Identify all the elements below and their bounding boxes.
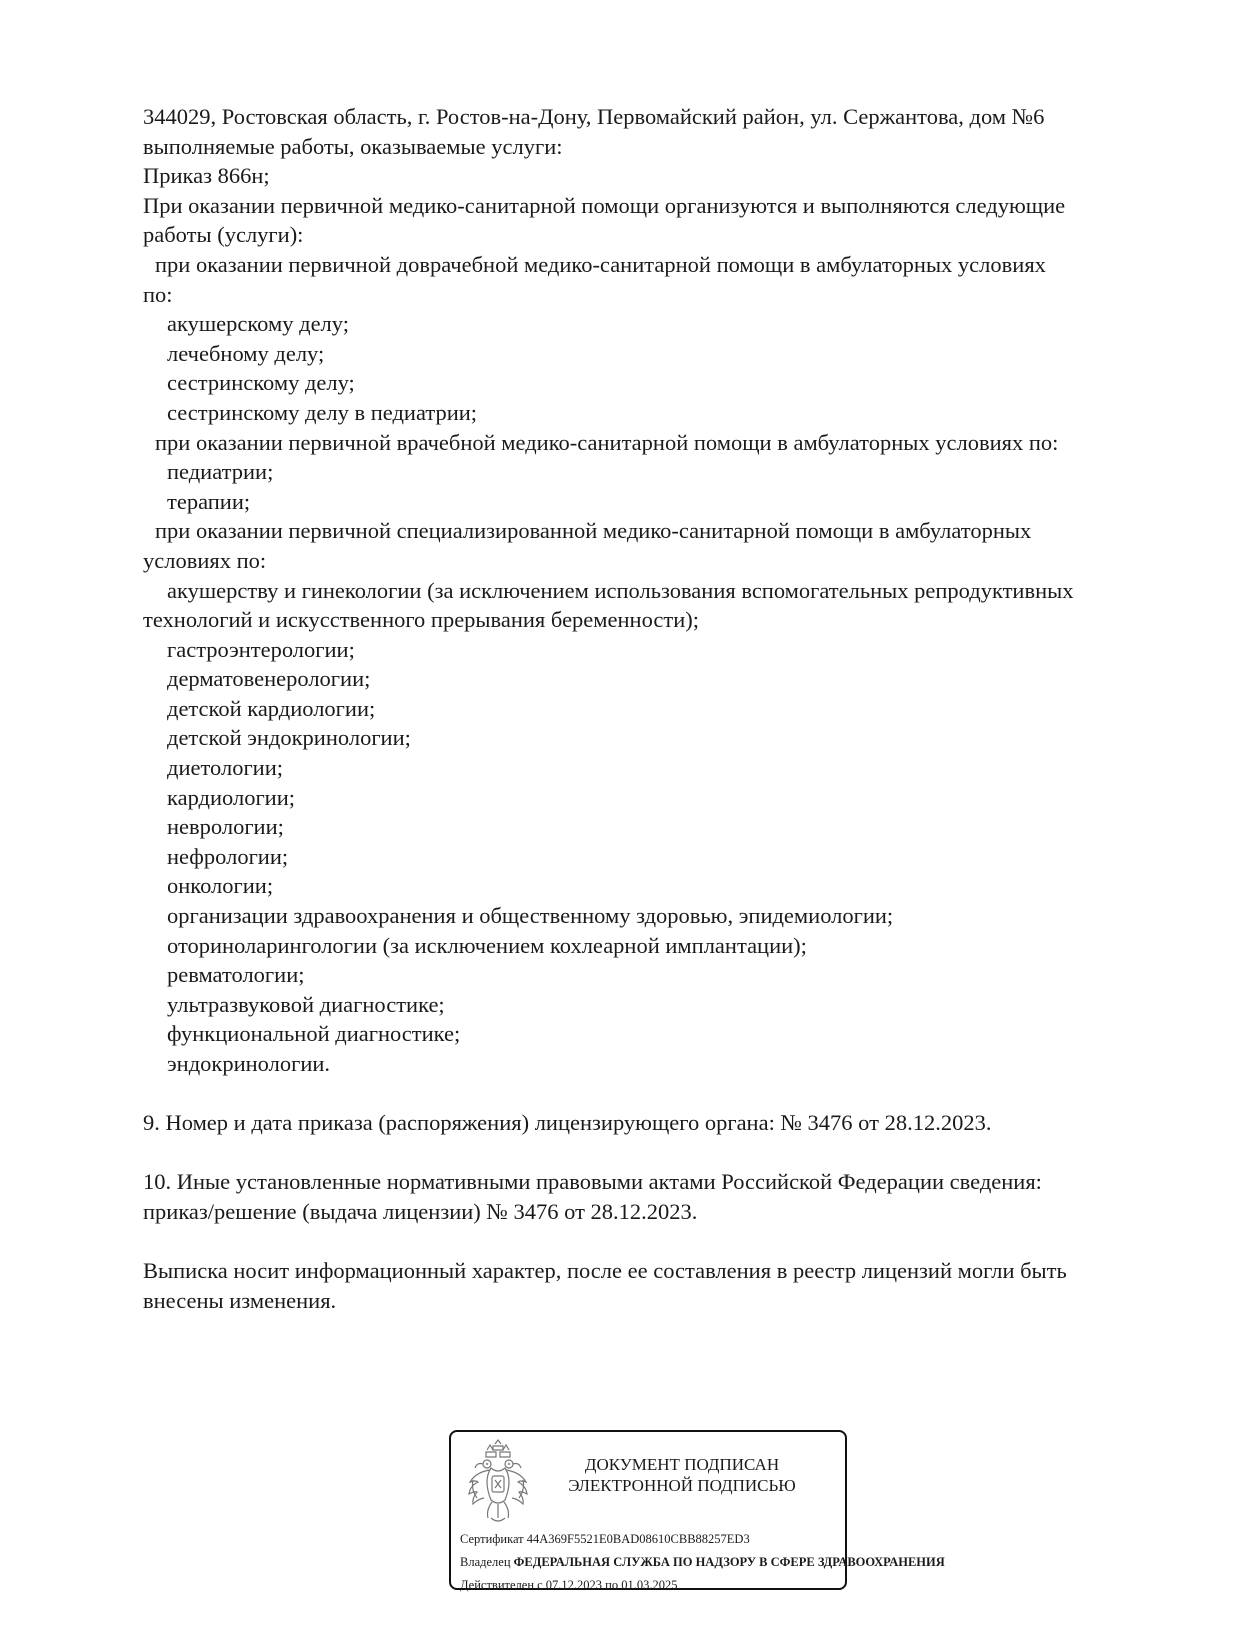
stamp-title-line-1: ДОКУМЕНТ ПОДПИСАН bbox=[584, 1455, 780, 1474]
list-item: детской эндокринологии; bbox=[167, 725, 411, 751]
stamp-title-line-2: ЭЛЕКТРОННОЙ ПОДПИСЬЮ bbox=[568, 1476, 796, 1495]
list-item: сестринскому делу в педиатрии; bbox=[167, 399, 478, 425]
item-10-line-2: приказ/решение (выдача лицензии) № 3476 от 28.12.2023. bbox=[143, 1198, 698, 1224]
list-item: ревматологии; bbox=[167, 962, 305, 988]
list-item: неврологии; bbox=[167, 814, 284, 840]
list-item: лечебному делу; bbox=[167, 340, 325, 366]
works-label: выполняемые работы, оказываемые услуги: bbox=[143, 133, 563, 159]
owner-label: Владелец bbox=[460, 1555, 511, 1569]
list-item: организации здравоохранения и общественному здоровью, эпидемиологии; bbox=[167, 903, 894, 929]
item-9: 9. Номер и дата приказа (распоряжения) лицензирующего органа: № 3476 от 28.12.2023. bbox=[143, 1110, 992, 1136]
note-line-2: внесены изменения. bbox=[143, 1287, 337, 1313]
section-c-heading-1: при оказании первичной специализированной медико-санитарной помощи в амбулаторных bbox=[155, 518, 1032, 544]
note-line-1: Выписка носит информационный характер, после ее составления в реестр лицензий могли быть bbox=[143, 1258, 1067, 1284]
validity-line: Действителен с 07.12.2023 по 01.03.2025 bbox=[460, 1578, 678, 1592]
list-item: дерматовенерологии; bbox=[167, 666, 371, 692]
document-body bbox=[143, 102, 1153, 1315]
list-item: терапии; bbox=[167, 488, 251, 514]
list-item: детской кардиологии; bbox=[167, 695, 376, 721]
owner-line bbox=[460, 1555, 945, 1570]
list-item: нефрологии; bbox=[167, 843, 289, 869]
section-a-heading-1: при оказании первичной доврачебной медико-санитарной помощи в амбулаторных условиях bbox=[155, 251, 1046, 277]
order-line: Приказ 866н; bbox=[143, 163, 270, 189]
double-headed-eagle-emblem-icon bbox=[465, 1440, 531, 1526]
list-item: диетологии; bbox=[167, 755, 284, 781]
spacer bbox=[143, 1079, 1153, 1109]
list-item: оториноларингологии (за исключением кохлеарной имплантации); bbox=[167, 932, 807, 958]
list-item: онкологии; bbox=[167, 873, 274, 899]
intro-line-2: работы (услуги): bbox=[143, 222, 304, 248]
certificate-value: 44A369F5521E0BAD08610CBB88257ED3 bbox=[526, 1532, 750, 1546]
list-item: акушерству и гинекологии (за исключением использования вспомогательных репродуктивных bbox=[167, 577, 1074, 603]
list-item: эндокринологии. bbox=[167, 1051, 331, 1076]
certificate-label: Сертификат bbox=[460, 1532, 524, 1546]
stamp-title bbox=[547, 1454, 817, 1496]
owner-value: ФЕДЕРАЛЬНАЯ СЛУЖБА ПО НАДЗОРУ В СФЕРЕ ЗДРАВООХРАНЕНИЯ bbox=[513, 1555, 945, 1569]
section-b-heading: при оказании первичной врачебной медико-санитарной помощи в амбулаторных условиях по: bbox=[155, 429, 1059, 455]
list-item: педиатрии; bbox=[167, 459, 274, 485]
list-item-continuation: технологий и искусственного прерывания беременности); bbox=[143, 607, 700, 633]
list-item: кардиологии; bbox=[167, 784, 296, 810]
certificate-line bbox=[460, 1532, 750, 1547]
address-line: 344029, Ростовская область, г. Ростов-на-Дону, Первомайский район, ул. Сержантова, дом №6 bbox=[143, 104, 1045, 129]
list-item: функциональной диагностике; bbox=[167, 1021, 461, 1047]
list-item: сестринскому делу; bbox=[167, 370, 355, 396]
spacer bbox=[143, 1227, 1153, 1257]
intro-line-1: При оказании первичной медико-санитарной помощи организуются и выполняются следующие bbox=[143, 192, 1066, 218]
electronic-signature-stamp bbox=[449, 1430, 945, 1592]
list-item: ультразвуковой диагностике; bbox=[167, 991, 445, 1017]
list-item: акушерскому делу; bbox=[167, 311, 349, 337]
section-c-heading-2: условиях по: bbox=[143, 547, 267, 573]
section-a-heading-2: по: bbox=[143, 281, 173, 307]
list-item: гастроэнтерологии; bbox=[167, 636, 355, 662]
item-10-line-1: 10. Иные установленные нормативными правовыми актами Российской Федерации сведения: bbox=[143, 1169, 1042, 1195]
spacer bbox=[143, 1138, 1153, 1168]
